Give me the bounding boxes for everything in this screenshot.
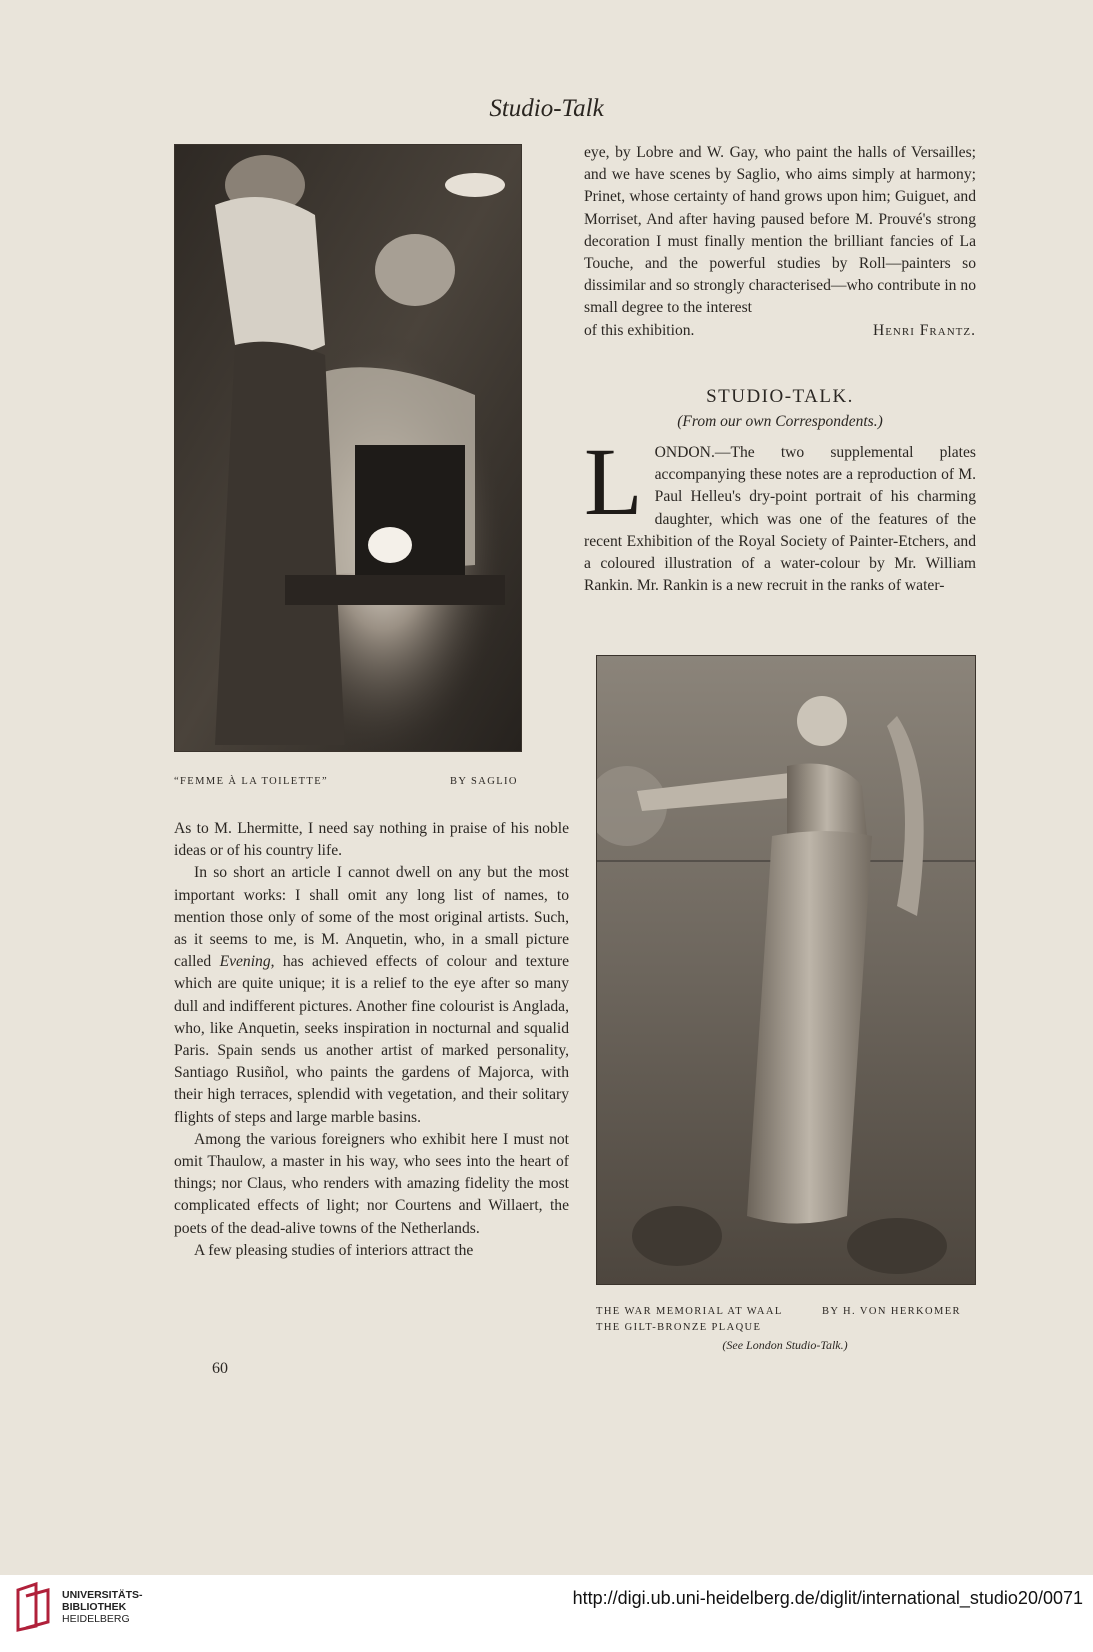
library-logo-icon (14, 1582, 54, 1632)
figure2-caption-subtitle: THE GILT-BRONZE PLAQUE (596, 1322, 762, 1333)
article-end-paragraph: eye, by Lobre and W. Gay, who paint the halls of Versailles; and we have scenes by Saglio, who aims simply at harmony; Prinet, whose certainty of hand grows upon him; Guiguet, and Morriset, And after having paused before M. Prouvé's strong decoration I must finally mention the brilliant fancies of La Touche, and the powerful studies by Roll—painters so dissimilar and so strongly characterised—who contribute in no small degree to the interest (584, 144, 976, 317)
library-name-line3: HEIDELBERG (62, 1613, 130, 1625)
plaque-image (597, 656, 975, 1284)
paragraph-anquetin (174, 862, 569, 1128)
article-end-last-line: of this exhibition. (584, 321, 695, 339)
london-paragraph (584, 428, 976, 597)
library-name (62, 1589, 143, 1625)
femme-a-la-toilette-illustration (174, 144, 522, 752)
painting-title-evening: Evening (219, 953, 271, 971)
figure2-caption-note: (See London Studio-Talk.) (722, 1338, 848, 1352)
source-url-link[interactable]: http://digi.ub.uni-heidelberg.de/diglit/international_studio20/0071 (572, 1588, 1083, 1608)
footer-bar (0, 1575, 1093, 1652)
figure2-caption-title: THE WAR MEMORIAL AT WAAL (596, 1306, 783, 1317)
drop-cap: L (584, 428, 643, 535)
library-name-line2: BIBLIOTHEK (62, 1601, 127, 1613)
page-number: 60 (212, 1360, 228, 1377)
paragraph-anquetin-part1: In so short an article I cannot dwell on any but the most important works: I shall omit any long list of names, to mention those only of some of the most original artists. Such, as it seems to me, is M. Anquetin, who, in a small picture called (174, 864, 569, 971)
figure1-caption-credit: BY SAGLIO (450, 776, 518, 787)
painting-image (175, 145, 521, 751)
paragraph-lhermitte: As to M. Lhermitte, I need say nothing in praise of his noble ideas or of his country life. (174, 820, 569, 860)
article-end-column (584, 142, 976, 342)
london-text: ONDON.—The two supplemental plates accompanying these notes are a reproduction of M. Paul Helleu's dry-point portrait of his charming daughter, which was one of the features of the recent Exhibition of the Royal Society of Painter-Etchers, and a coloured illustration of a water-colour by Mr. William Rankin. Mr. Rankin is a new recruit in the ranks of water- (584, 444, 976, 595)
running-title: Studio-Talk (489, 95, 604, 122)
paragraph-anquetin-part2: , has achieved effects of colour and texture which are quite unique; it is a relief to the eye after so many dull and indifferent pictures. Another fine colourist is Anglada, who, like Anquetin, seeks inspiration in nocturnal and squalid Paris. Spain sends us another artist of marked personality, Santiago Rusiñol, who paints the gardens of Majorca, with their high terraces, splendid with vegetation, and their solitary flights of steps and large marble basins. (174, 953, 569, 1126)
library-name-line1: UNIVERSITÄTS- (62, 1589, 143, 1601)
signature-line (584, 320, 976, 342)
paragraph-interiors: A few pleasing studies of interiors attract the (194, 1241, 474, 1259)
left-text-column (174, 818, 569, 1262)
author-signature: Henri Frantz. (872, 321, 976, 339)
paragraph-foreigners: Among the various foreigners who exhibit here I must not omit Thaulow, a master in his way, who sees into the heart of things; nor Claus, who renders with amazing fidelity the most complicated effects of light; nor Courtens and Willaert, the poets of the dead-alive towns of the Netherlands. (174, 1130, 569, 1237)
figure1-caption-title: “FEMME À LA TOILETTE” (174, 776, 329, 787)
section-subtitle: (From our own Correspondents.) (677, 413, 883, 430)
war-memorial-plaque-illustration (596, 655, 976, 1285)
figure2-caption-credit: BY H. VON HERKOMER (822, 1306, 961, 1317)
section-title: STUDIO-TALK. (706, 386, 854, 407)
